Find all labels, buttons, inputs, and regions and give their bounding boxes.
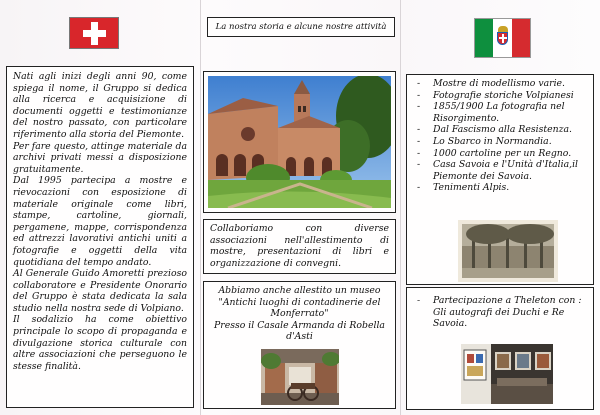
activity-item: - Tenimenti Alpis. (417, 182, 587, 194)
header-title: La nostra storia e alcune nostre attività (215, 22, 387, 32)
history-paragraph: Il sodalizio ha come obiettivo principale lo scopo di propaganda e divulgazione storica culturale con altre associazioni che perseguono le stesse finalità. (13, 314, 187, 372)
activity-item: - Fotografie storiche Volpianesi (417, 90, 587, 102)
abbey-photo-frame (203, 71, 396, 213)
activity-item: - 1000 cartoline per un Regno. (417, 148, 587, 160)
history-paragraph: Al Generale Guido Amoretti prezioso collaboratore e Presidente Onorario del Gruppo è stata dedicata la sala studio nella nostra sede di Volpiano. (13, 268, 187, 314)
history-paragraph: Dal 1995 partecipa a mostre e rievocazioni con esposizione di materiale originale come libri, stampe, cartoline, giornali, pergamene, mappe, corrispondenza ed attrezzi lavorativi antichi uniti a fotografie e oggetti della vita quotidiana del tempo andato. (13, 175, 187, 268)
theleton-box (406, 287, 594, 410)
activity-item: - Dal Fascismo alla Resistenza. (417, 124, 587, 136)
museum-box (203, 281, 396, 409)
history-text-box (6, 66, 194, 408)
museum-line-2: "Antichi luoghi di contadinerie del Monferrato" (218, 296, 381, 320)
fold-line-right (400, 0, 401, 415)
history-paragraph: Nati agli inizi degli anni 90, come spiega il nome, il Gruppo si dedica alla ricerca e acquisizione di documenti oggetti e testimonianze del nostro passato, con particolare riferimento alla storia del Piemonte. (13, 71, 187, 140)
activity-item: - Lo Sbarco in Normandia. (417, 136, 587, 148)
savoy-shield-icon (497, 32, 508, 45)
theleton-item: - Partecipazione a Theleton con : Gli autografi dei Duchi e Re Savoia. (417, 295, 582, 330)
activities-list (417, 78, 587, 194)
activities-box (406, 74, 594, 285)
savoy-flag-icon (69, 17, 119, 49)
activity-item: - Mostre di modellismo varie. (417, 78, 587, 90)
collaboration-text-box (203, 219, 396, 274)
activity-item: - 1855/1900 La fotografia nel Risorgimento. (417, 101, 587, 124)
fold-line-left (200, 0, 201, 415)
museum-line-3: Presso il Casale Armanda di Robella d'Asti (214, 319, 385, 343)
activity-item: - Casa Savoia e l'Unità d'Italia,il Piemonte dei Savoia. (417, 159, 587, 182)
italian-flag-icon (474, 18, 531, 58)
theleton-text: Partecipazione a Theleton con : Gli autografi dei Duchi e Re Savoia. (433, 295, 582, 330)
museum-photo (261, 349, 339, 405)
section-header (207, 17, 395, 37)
exhibition-photo (461, 344, 553, 404)
abbey-photo (208, 76, 391, 208)
collaboration-text: Collaboriamo con diverse associazioni nell'allestimento di mostre, presentazioni di libri e organizzazione di convegni. (210, 223, 389, 269)
museum-line-1: Abbiamo anche allestito un museo (218, 285, 381, 296)
history-paragraph: Per fare questo, attinge materiale da archivi privati messi a disposizione gratuitamente. (13, 140, 187, 175)
park-postcard-photo (458, 220, 558, 282)
